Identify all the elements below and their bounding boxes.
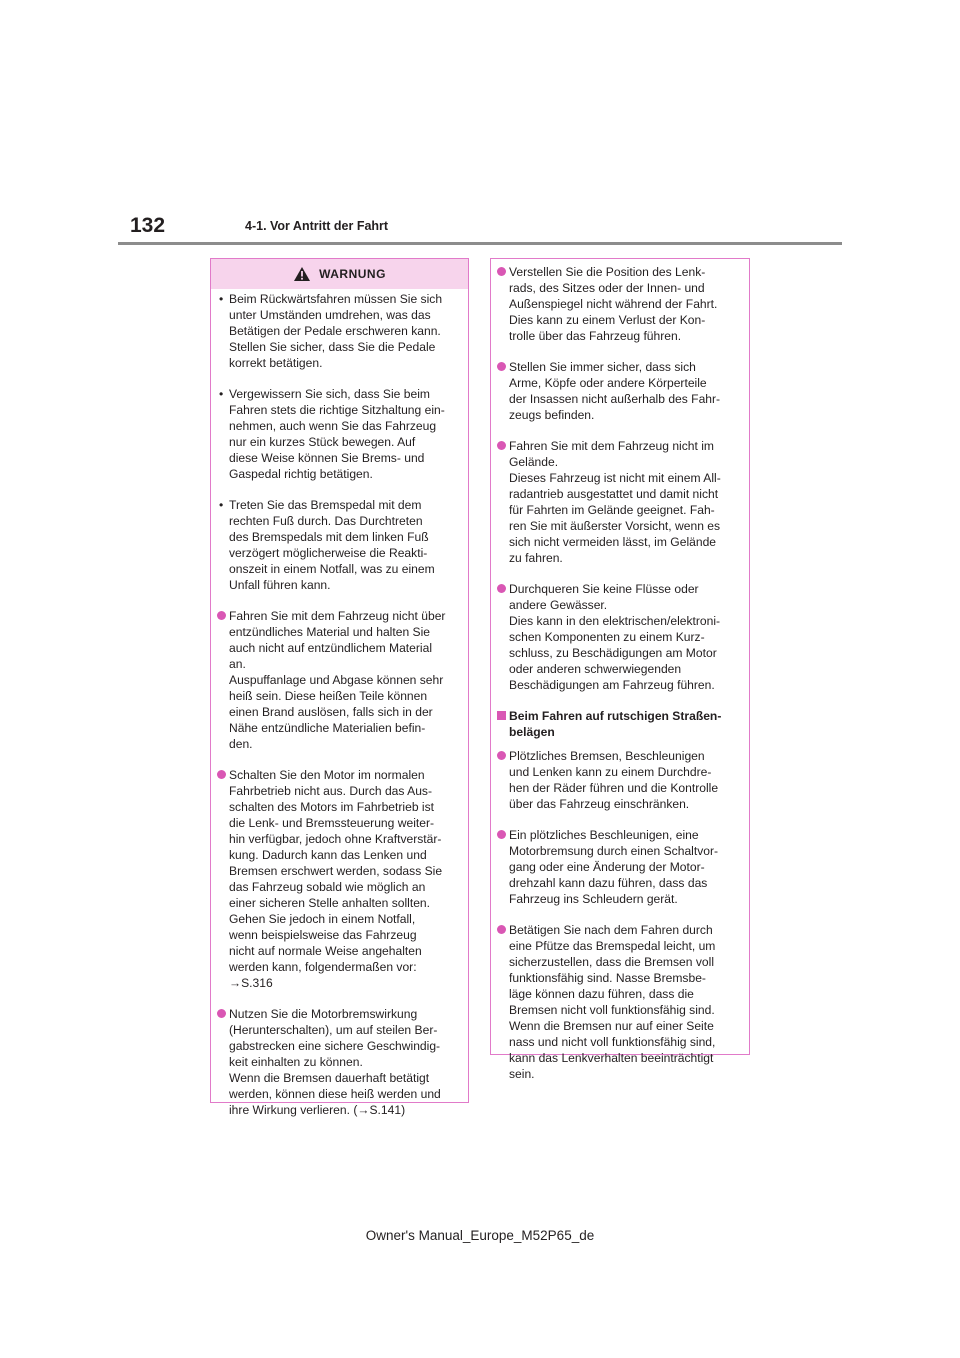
warning-triangle-icon bbox=[293, 266, 311, 282]
list-item-text: Plötzliches Bremsen, Beschleunigen und Lenken kann zu einem Durchdre- hen der Räder führen und die Kontrolle über das Fahrzeug einschränken. bbox=[509, 749, 719, 811]
circle-bullet-icon bbox=[217, 770, 226, 779]
circle-bullet-icon bbox=[217, 1009, 226, 1018]
list-item-text: Stellen Sie immer sicher, dass sich Arme, Köpfe oder andere Körperteile der Insassen nicht außerhalb des Fahr- zeugs befinden. bbox=[509, 360, 721, 422]
list-item bbox=[217, 497, 458, 593]
list-item bbox=[497, 359, 739, 423]
list-item bbox=[497, 581, 739, 693]
list-item-text: Durchqueren Sie keine Flüsse oder andere Gewässer. Dies kann in den elektrischen/elektroni- schen Komponenten zu einem Kurz- schluss, zu Beschädigungen am Motor oder anderen schwerwiegenden Beschädigungen am Fahrzeug führen. bbox=[509, 582, 721, 692]
circle-bullet-icon bbox=[497, 830, 506, 839]
circle-bullet-icon bbox=[497, 584, 506, 593]
page-number: 132 bbox=[130, 214, 166, 237]
square-bullet-icon bbox=[497, 711, 506, 720]
subsection-heading-text: Beim Fahren auf rutschigen Straßen- belägen bbox=[509, 709, 722, 739]
circle-bullet-icon bbox=[497, 362, 506, 371]
list-item bbox=[217, 767, 458, 991]
footer-text: Owner's Manual_Europe_M52P65_de bbox=[365, 1228, 595, 1243]
circle-bullet-icon bbox=[497, 267, 506, 276]
list-item bbox=[217, 291, 458, 371]
warning-box-left bbox=[210, 258, 469, 1117]
list-item-text: Ein plötzliches Beschleunigen, eine Motorbremsung durch einen Schaltvor- gang oder eine Änderung der Motor- drehzahl kann dazu führen, dass das Fahrzeug ins Schleudern gerät. bbox=[509, 828, 719, 906]
list-item bbox=[497, 438, 739, 566]
circle-bullet-icon bbox=[497, 925, 506, 934]
list-item-text: • Beim Rückwärtsfahren müssen Sie sich unter Umständen umdrehen, was das Betätigen der Pedale erschweren kann. Stellen Sie sicher, dass Sie die Pedale korrekt betätigen. bbox=[229, 292, 443, 370]
list-item bbox=[217, 1006, 458, 1118]
list-item-text: Fahren Sie mit dem Fahrzeug nicht im Gelände. Dieses Fahrzeug ist nicht mit einem All- radantrieb ausgestattet und damit nicht für Fahrten im Gelände geeignet. Fah- ren Sie mit äußerster Vorsicht, wenn es sich nicht vermeiden lässt, im Gelände zu fahren. bbox=[509, 439, 721, 565]
circle-bullet-icon bbox=[217, 611, 226, 620]
list-item bbox=[497, 922, 739, 1082]
list-item bbox=[497, 264, 739, 344]
circle-bullet-icon bbox=[497, 751, 506, 760]
warning-title: WARNUNG bbox=[319, 267, 386, 281]
warning-box-right bbox=[490, 258, 750, 1081]
list-item-text: Verstellen Sie die Position des Lenk- rads, des Sitzes oder der Innen- und Außenspiegel nicht während der Fahrt. Dies kann zu einem Verlust der Kon- trolle über das Fahrzeug führen. bbox=[509, 265, 718, 343]
circle-bullet-icon bbox=[497, 441, 506, 450]
list-item-text: Fahren Sie mit dem Fahrzeug nicht über entzündliches Material und halten Sie auch nicht auf entzündlichem Material an. Auspuffanlage und Abgase können sehr heiß sein. Diese heißen Teile können einen Brand auslösen, falls sich in der Nähe entzündliche Materialien befin- den. bbox=[229, 609, 446, 751]
list-item-text: Nutzen Sie die Motorbremswirkung (Herunterschalten), um auf steilen Ber- gabstrecken eine sichere Geschwindig- keit einhalten zu können. Wenn die Bremsen dauerhaft betätigt werden, können diese heiß werden und ihre Wirkung verlieren. (→S.141) bbox=[229, 1007, 441, 1117]
list-item-text: Schalten Sie den Motor im normalen Fahrbetrieb nicht aus. Durch das Aus- schalten des Motors im Fahrbetrieb ist die Lenk- und Bremssteuerung weiter- hin verfügbar, jedoch ohne Kraftverstär- kung. Dadurch kann das Lenken und Bremsen erschwert werden, sodass Sie das Fahrzeug sobald wie möglich an einer sicheren Stelle anhalten sollten. Gehen Sie jedoch in einem Notfall, wenn beispielsweise das Fahrzeug nicht auf normale Weise angehalten werden kann, folgendermaßen vor: →S.316 bbox=[229, 768, 443, 990]
list-item-text: Betätigen Sie nach dem Fahren durch eine Pfütze das Bremspedal leicht, um sicherzustellen, dass die Bremsen voll funktionsfähig sind. Nasse Bremsbe- läge können dazu führen, dass die Bremsen nicht voll funktionsfähig sind. Wenn die Bremsen nur auf einer Seite nass und nicht voll funktionsfähig sind, kann das Lenkverhalten beeinträchtigt sein. bbox=[509, 923, 716, 1081]
list-item-text: • Treten Sie das Bremspedal mit dem rechten Fuß durch. Das Durchtreten des Bremspedals mit dem linken Fuß verzögert möglicherweise die Reakti- onszeit in einem Notfall, was zu einem Unfall führen kann. bbox=[229, 498, 435, 592]
list-item bbox=[497, 827, 739, 907]
section-title: 4-1. Vor Antritt der Fahrt bbox=[245, 219, 389, 233]
warning-header bbox=[211, 259, 468, 289]
header-divider bbox=[118, 242, 842, 245]
warning-content-right bbox=[491, 259, 749, 1082]
subsection-heading bbox=[497, 708, 739, 740]
list-item bbox=[217, 386, 458, 482]
list-item bbox=[217, 608, 458, 752]
list-item bbox=[497, 748, 739, 812]
list-item-text: • Vergewissern Sie sich, dass Sie beim Fahren stets die richtige Sitzhaltung ein- nehmen, auch wenn Sie das Fahrzeug nur ein kurzes Stück bewegen. Auf diese Weise können Sie Brems- und Gaspedal richtig betätigen. bbox=[229, 387, 445, 481]
warning-content-left bbox=[211, 289, 468, 1118]
